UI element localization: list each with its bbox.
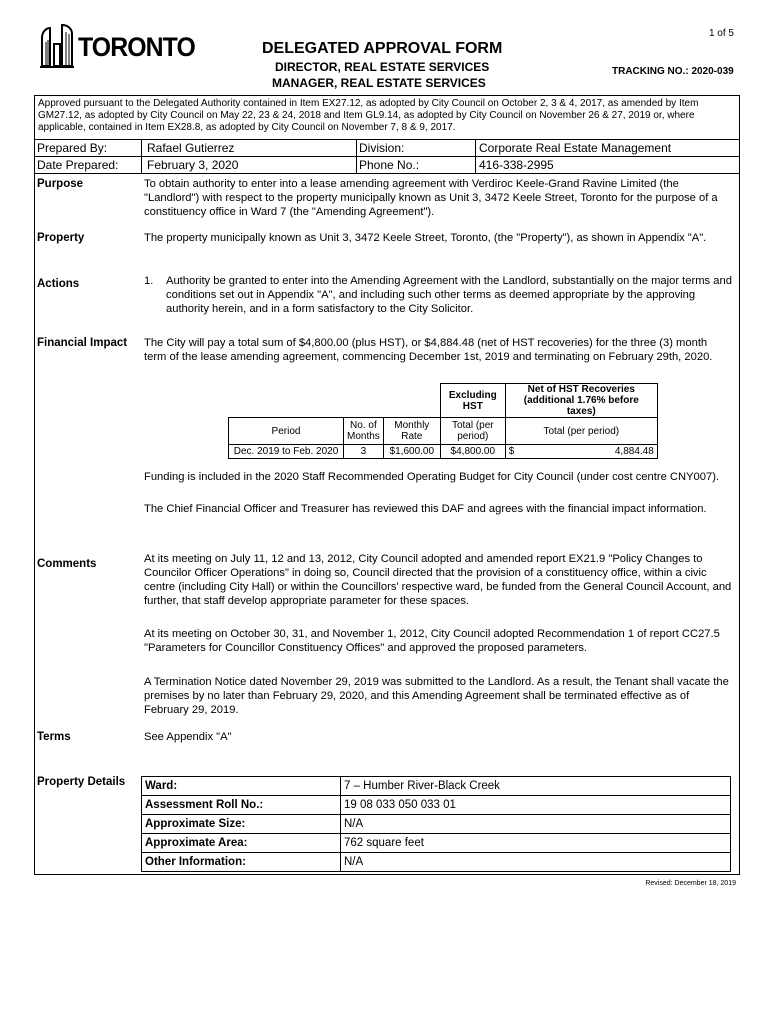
financial-impact-label: Financial Impact	[37, 337, 128, 349]
division-label: Division:	[359, 141, 405, 155]
divider	[475, 139, 476, 173]
approximate-size-value: N/A	[341, 815, 731, 834]
other-information-key: Other Information:	[142, 853, 341, 872]
actions-label: Actions	[37, 278, 80, 290]
divider	[34, 173, 740, 174]
approximate-area-key: Approximate Area:	[142, 834, 341, 853]
funding-text: Funding is included in the 2020 Staff Recommended Operating Budget for City Council (under cost centre CNY007).	[144, 471, 720, 483]
logo-text: TORONTO	[78, 32, 195, 62]
table-row	[142, 853, 731, 872]
division-value: Corporate Real Estate Management	[479, 141, 672, 155]
toronto-logo	[40, 22, 195, 72]
form-subtitle-director: DIRECTOR, REAL ESTATE SERVICES	[275, 60, 490, 74]
date-prepared-label: Date Prepared:	[37, 158, 119, 172]
property-text: The property municipally known as Unit 3, 3472 Keele Street, Toronto, (the "Property"), as shown in Appendix "A".	[144, 232, 707, 244]
comments-label: Comments	[37, 558, 97, 570]
row-period: Dec. 2019 to Feb. 2020	[229, 445, 344, 459]
page-number: 1 of 5	[708, 28, 734, 39]
purpose-text: To obtain authority to enter into a lease amending agreement with Verdiroc Keele-Grand Ravine Limited (the "Landlord") with respect to the property municipally known as Unit 3, 3472 Keele Street, Toronto for the purpose of a constituency office in Ward 7 (the "Amending Agreement").	[144, 178, 718, 218]
financial-table	[228, 383, 658, 459]
comments-paragraph-3: A Termination Notice dated November 29, 2019 was submitted to the Landlord. As a result, the Tenant shall vacate the premises by no later than February 29, 2020, and this Amending Agreement shall be terminated effective as of February 29, 2019.	[144, 676, 729, 716]
table-row	[142, 796, 731, 815]
form-title: DELEGATED APPROVAL FORM	[262, 40, 503, 57]
ward-key: Ward:	[142, 777, 341, 796]
header-net-total: Total (per period)	[505, 418, 657, 445]
actions-text: Authority be granted to enter into the Amending Agreement with the Landlord, substantially on the major terms and conditions set out in Appendix "A", and including such other terms as deemed appropriate by the approving authority herein, and in a form satisfactory to the City Solicitor.	[166, 275, 732, 315]
city-hall-icon	[40, 24, 74, 68]
header-excluding-hst: Excluding HST	[440, 384, 505, 418]
date-prepared-value: February 3, 2020	[147, 158, 239, 172]
row-net-total: 4,884.48	[522, 445, 658, 459]
approximate-area-value: 762 square feet	[341, 834, 731, 853]
revised-date: Revised: December 18, 2019	[645, 880, 736, 887]
purpose-label: Purpose	[37, 178, 84, 190]
form-subtitle-manager: MANAGER, REAL ESTATE SERVICES	[272, 76, 486, 90]
header-total: Total (per period)	[440, 418, 505, 445]
financial-impact-text: The City will pay a total sum of $4,800.00 (plus HST), or $4,884.48 (net of HST recoveries) for the three (3) month term of the lease amending agreement, commencing December 1st, 2019 and terminating on February 29th, 2020.	[144, 337, 713, 363]
terms-text: See Appendix "A"	[144, 731, 232, 743]
terms-label: Terms	[37, 731, 71, 743]
other-information-value: N/A	[341, 853, 731, 872]
divider	[141, 139, 142, 173]
property-details-label: Property Details	[37, 776, 126, 788]
assessment-roll-key: Assessment Roll No.:	[142, 796, 341, 815]
row-net-currency: $	[505, 445, 522, 459]
row-months: 3	[344, 445, 384, 459]
phone-value: 416-338-2995	[479, 158, 554, 172]
header-net-hst: Net of HST Recoveries (additional 1.76% before taxes)	[505, 384, 657, 418]
row-total: $4,800.00	[440, 445, 505, 459]
divider	[34, 139, 740, 140]
ward-value: 7 – Humber River-Black Creek	[341, 777, 731, 796]
comments-paragraph-2: At its meeting on October 30, 31, and November 1, 2012, City Council adopted Recommendation 1 of report CC27.5 "Parameters for Councillor Constituency Offices" and approved the proposed parameters.	[144, 628, 720, 654]
divider	[34, 156, 740, 157]
approximate-size-key: Approximate Size:	[142, 815, 341, 834]
cfo-text: The Chief Financial Officer and Treasurer has reviewed this DAF and agrees with the financial impact information.	[144, 503, 707, 515]
table-row	[142, 777, 731, 796]
property-label: Property	[37, 232, 85, 244]
actions-number: 1.	[144, 275, 154, 287]
table-row	[142, 815, 731, 834]
header-period: Period	[229, 418, 344, 445]
header-monthly-rate: Monthly Rate	[383, 418, 440, 445]
prepared-by-value: Rafael Gutierrez	[147, 141, 235, 155]
property-details-table	[141, 776, 731, 872]
header-months: No. of Months	[344, 418, 384, 445]
approved-text: Approved pursuant to the Delegated Authority contained in Item EX27.12, as adopted by City Council on October 2, 3 & 4, 2017, as amended by Item GM27.12, as adopted by City Council on May 22, 23 & 24, 2018 and Item GL9.14, as adopted by City Council on November 26 & 27, 2019 or, where applicable, contained in Item EX28.8, as adopted by City Council on November 7, 8 & 9, 2017.	[38, 98, 699, 133]
table-row	[142, 834, 731, 853]
comments-paragraph-1: At its meeting on July 11, 12 and 13, 2012, City Council adopted and amended report EX21.9 "Policy Changes to Councilor Officer Operations" in doing so, Council directed that the provision of a constituency office, within a civic centre (including City Hall) or within the Councillors' respective ward, be funded from the General Council Account, and further, that staff develop appropriate parameter for these spaces.	[144, 553, 732, 607]
assessment-roll-value: 19 08 033 050 033 01	[341, 796, 731, 815]
prepared-by-label: Prepared By:	[37, 141, 108, 155]
phone-label: Phone No.:	[359, 158, 420, 172]
divider	[356, 139, 357, 173]
tracking-number: TRACKING NO.: 2020-039	[612, 66, 734, 77]
row-monthly-rate: $1,600.00	[383, 445, 440, 459]
